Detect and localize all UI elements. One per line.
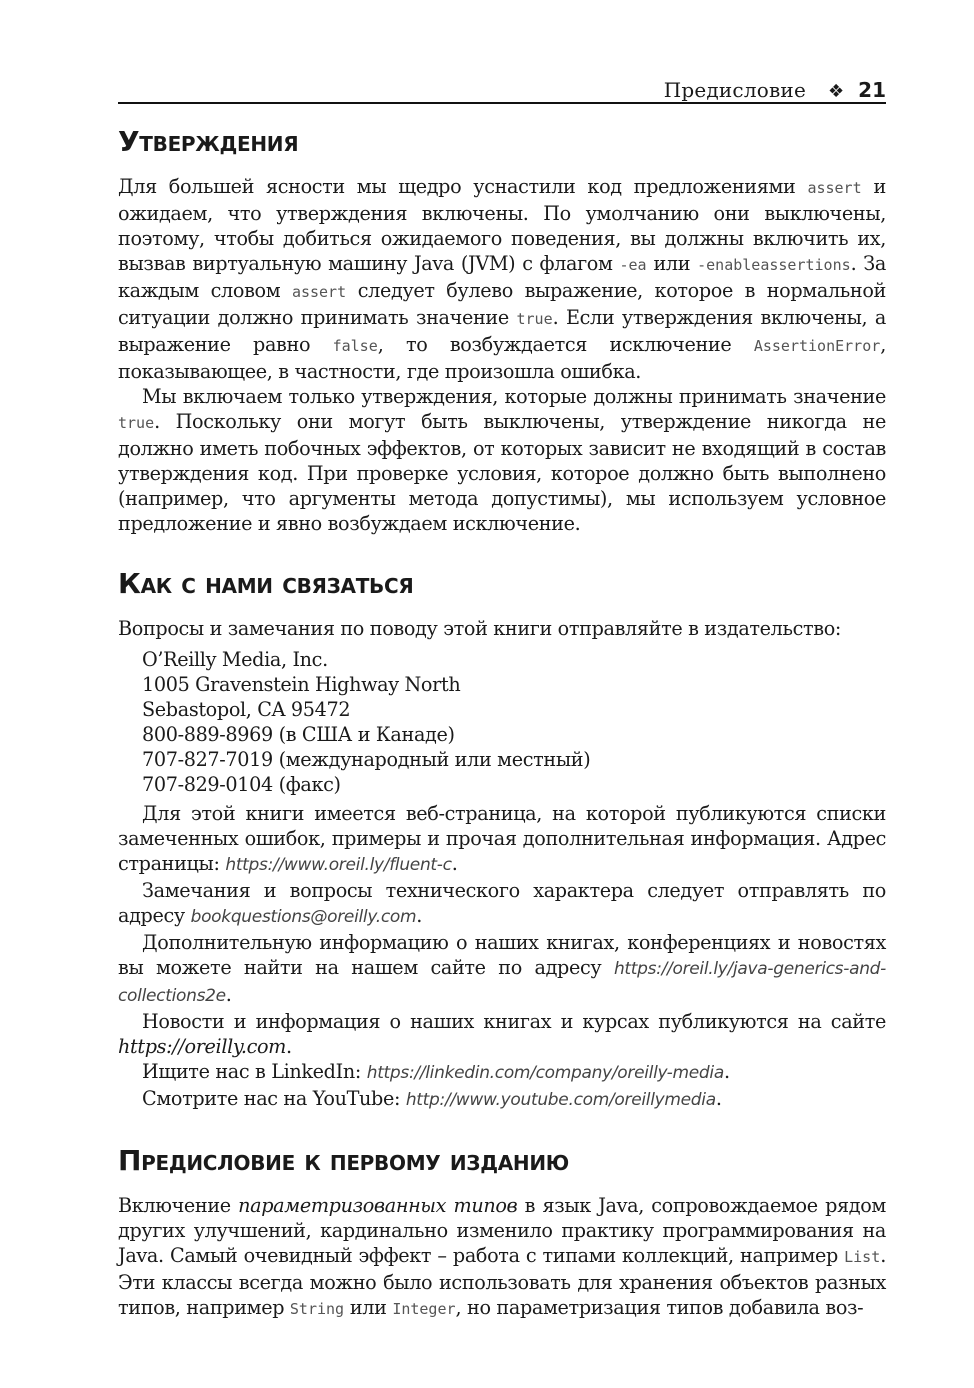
paragraph: Ищите нас в LinkedIn: https://linkedin.com/company/oreilly-media. <box>142 1060 730 1083</box>
address-line: 707-827-7019 (международный или местный) <box>142 748 591 771</box>
linkedin-link[interactable]: https://linkedin.com/company/oreilly-media <box>366 1063 724 1083</box>
oreilly-link[interactable]: https://oreilly.com <box>118 1035 287 1058</box>
emphasis: параметризованных типов <box>238 1194 518 1217</box>
address-line: O’Reilly Media, Inc. <box>142 648 328 671</box>
site-link[interactable]: https://oreil.ly/java-generics-and-collections2e <box>118 959 886 1006</box>
fleuron-icon: ❖ <box>828 81 845 102</box>
inline-code: assert <box>807 179 862 197</box>
paragraph: Дополнительную информацию о наших книгах, конференциях и новостях вы можете найти на нашем сайте по адресу https://oreil.ly/java-generics-and-collections2e. <box>118 931 886 1006</box>
paragraph: Мы включаем только утверждения, которые должны принимать значение true. Поскольку они могут быть выключены, утверждение никогда не должно иметь побочных эффектов, от которых зависит не входящий в состав утверждения код. При проверке условия, которое должно быть выполнено (например, что аргументы метода допустимы), мы используем условное предложение и явно возбуждаем исключение. <box>118 385 886 535</box>
inline-code: AssertionError <box>753 337 881 355</box>
inline-code: String <box>289 1300 345 1318</box>
paragraph: Вопросы и замечания по поводу этой книги отправляйте в издательство: <box>118 617 842 640</box>
paragraph: Включение параметризованных типов в язык Java, сопровождаемое рядом других улучшений, кардинально изменило практику программирования на Java. Самый очевидный эффект – работа с типами коллекций, например List. Эти классы всегда можно было использовать для хранения объектов разных типов, например String или Integer, но параметризация типов добавила воз- <box>118 1194 886 1319</box>
running-header-chapter: Предисловие <box>663 78 807 102</box>
section-title-asserts: Утверждения <box>118 125 299 158</box>
page-body <box>118 122 886 1322</box>
inline-code: Integer <box>392 1300 456 1318</box>
inline-code: -enableassertions <box>697 256 851 274</box>
inline-code: assert <box>291 283 347 301</box>
youtube-link[interactable]: http://www.youtube.com/oreillymedia <box>405 1090 716 1110</box>
inline-code: true <box>118 414 155 432</box>
inline-code: -ea <box>619 256 647 274</box>
publisher-address <box>118 647 886 797</box>
address-line: 1005 Gravenstein Highway North <box>142 673 461 696</box>
address-line: Sebastopol, CA 95472 <box>142 698 351 721</box>
section-title-contact: Как с нами связаться <box>118 567 414 600</box>
inline-code: true <box>516 310 553 328</box>
email-link[interactable]: bookquestions@oreilly.com <box>190 907 417 927</box>
page-number: 21 <box>858 78 886 102</box>
paragraph: Замечания и вопросы технического характера следует отправлять по адресу bookquestions@oreilly.com. <box>118 879 886 927</box>
paragraph: Смотрите нас на YouTube: http://www.youtube.com/oreillymedia. <box>142 1087 722 1110</box>
address-line: 707-829-0104 (факс) <box>142 773 341 796</box>
inline-code: false <box>332 337 378 355</box>
section-title-preface: Предисловие к первому изданию <box>118 1144 569 1177</box>
address-line: 800-889-8969 (в США и Канаде) <box>142 723 455 746</box>
paragraph: Для большей ясности мы щедро уснастили код предложениями assert и ожидаем, что утверждения включены. По умолчанию они выключены, поэтому, чтобы добиться ожидаемого поведения, вы должны включить их, вызвав виртуальную машину Java (JVM) с флагом -ea или -enableassertions. За каждым словом assert следует булево выражение, которое в нормальной ситуации должно принимать значение true. Если утверждения включены, а выражение равно false, то возбуждается исключение AssertionError, показывающее, в частности, где произошла ошибка. <box>118 175 887 383</box>
inline-code: List <box>844 1248 881 1266</box>
paragraph: Новости и информация о наших книгах и курсах публикуются на сайте https://oreilly.com. <box>118 1010 886 1058</box>
book-page-link[interactable]: https://www.oreil.ly/fluent-c <box>225 855 452 875</box>
paragraph: Для этой книги имеется веб-страница, на которой публикуются списки замеченных ошибок, примеры и прочая дополнительная информация. Адрес страницы: https://www.oreil.ly/fluent-c. <box>118 802 886 875</box>
running-header <box>118 78 886 104</box>
